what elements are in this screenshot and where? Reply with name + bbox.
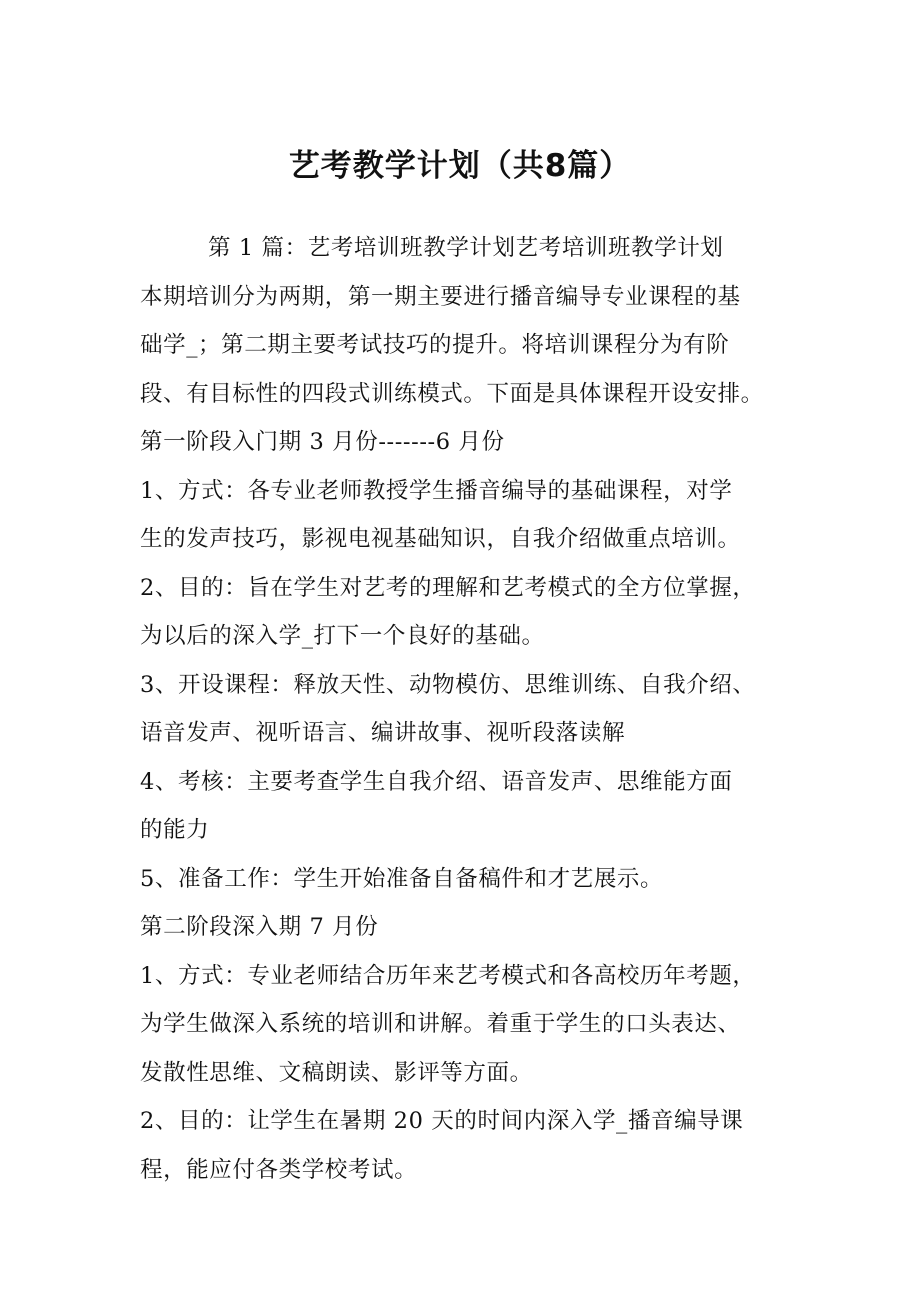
stage-heading: 第二阶段深入期 7 月份 <box>140 914 379 940</box>
paragraph-line: 3、开设课程：释放天性、动物模仿、思维训练、自我介绍、 <box>140 671 756 698</box>
paragraph-line: 为学生做深入系统的培训和讲解。着重于学生的口头表达、 <box>140 1011 741 1037</box>
stage-heading: 第一阶段入门期 3 月份-------6 月份 <box>140 429 505 455</box>
document-body <box>140 224 790 1194</box>
paragraph-line: 础学_；第二期主要考试技巧的提升。将培训课程分为有阶 <box>140 332 730 358</box>
section-heading: 第 1 篇：艺考培训班教学计划艺考培训班教学计划 <box>208 235 724 261</box>
paragraph-line: 的能力 <box>140 817 210 843</box>
paragraph-line: 1、方式：专业老师结合历年来艺考模式和各高校历年考题， <box>140 962 756 989</box>
paragraph-line: 生的发声技巧，影视电视基础知识，自我介绍做重点培训。 <box>140 526 741 552</box>
paragraph-line: 2、目的：旨在学生对艺考的理解和艺考模式的全方位掌握， <box>140 574 756 601</box>
document-title: 艺考教学计划（共8篇） <box>288 148 632 184</box>
paragraph-line: 1、方式：各专业老师教授学生播音编导的基础课程，对学 <box>140 477 733 504</box>
paragraph-line: 本期培训分为两期，第一期主要进行播音编导专业课程的基 <box>140 283 741 310</box>
paragraph-line: 段、有目标性的四段式训练模式。下面是具体课程开设安排。 <box>140 380 764 407</box>
paragraph-line: 语音发声、视听语言、编讲故事、视听段落读解 <box>140 720 626 746</box>
paragraph-line: 为以后的深入学_打下一个良好的基础。 <box>140 623 545 649</box>
paragraph-line: 发散性思维、文稿朗读、影评等方面。 <box>140 1059 533 1086</box>
paragraph-line: 2、目的：让学生在暑期 20 天的时间内深入学_播音编导课 <box>140 1108 744 1134</box>
paragraph-line: 程，能应付各类学校考试。 <box>140 1156 418 1183</box>
paragraph-line: 5、准备工作：学生开始准备自备稿件和才艺展示。 <box>140 865 664 892</box>
paragraph-line: 4、考核：主要考查学生自我介绍、语音发声、思维能方面 <box>140 768 733 795</box>
